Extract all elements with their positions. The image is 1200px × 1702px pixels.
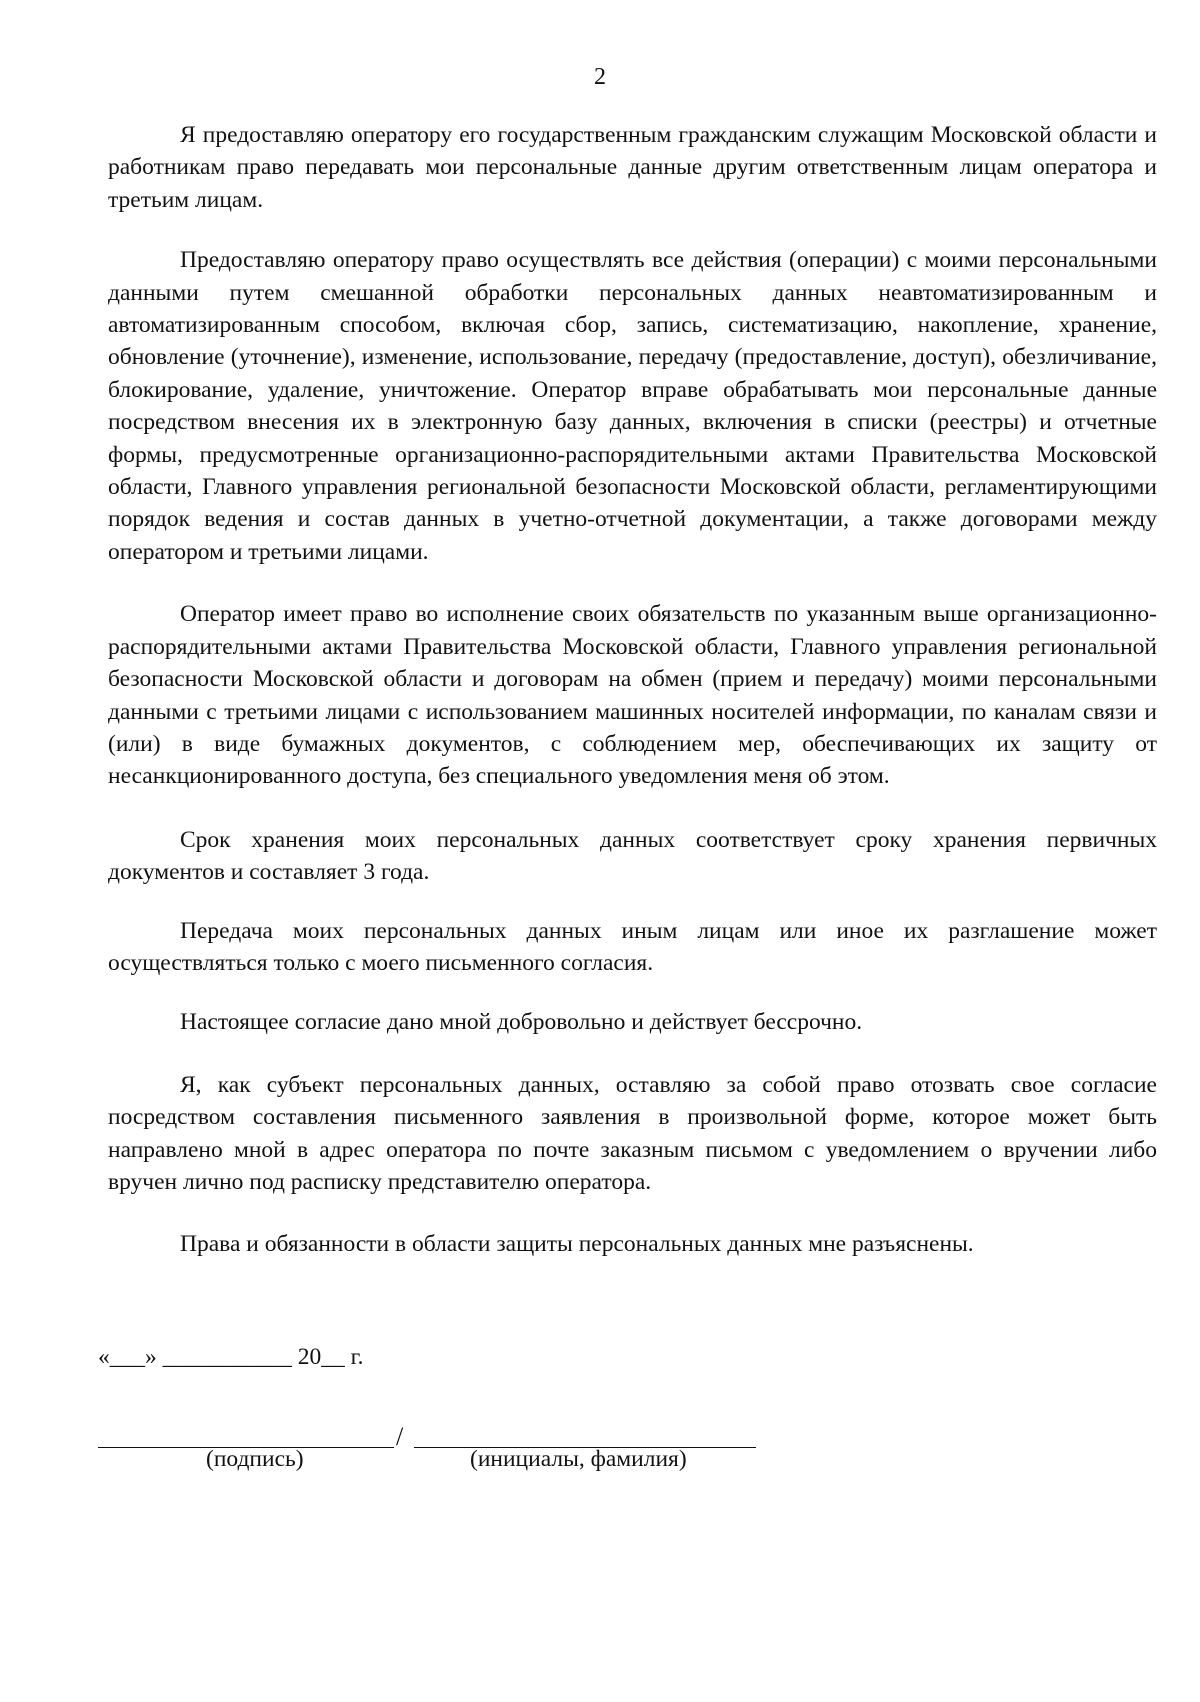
paragraph-retention-period: Срок хранения моих персональных данных соответствует сроку хранения первичных документов и составляет 3 года. bbox=[108, 826, 1157, 886]
date-line: «___» ___________ 20__ г. bbox=[98, 1344, 364, 1370]
paragraph-disclosure-consent: Передача моих персональных данных иным лицам или иное их разглашение может осуществляться только с моего письменного согласия. bbox=[108, 917, 1157, 976]
signature-caption: (подпись) bbox=[206, 1446, 304, 1472]
name-caption: (инициалы, фамилия) bbox=[470, 1446, 687, 1472]
paragraph-processing-actions: Предоставляю оператору право осуществлять все действия (операции) с моими персональными данными путем смешанной обработки персональных данных неавтоматизированным и автоматизированным способом, включая сбор, запись, систематизацию, накопление, хранение, обновление (уточнение), изменение, использование, передачу (предоставление, доступ), обезличивание, блокирование, удаление, уничтожение. Оператор вправе обрабатывать мои персональные данные посредством внесения их в электронную базу данных, включения в списки (реестры) и отчетные формы, предусмотренные организационно-распорядительными актами Правительства Московской области, Главного управления региональной безопасности Московской области, регламентирующими порядок ведения и состав данных в учетно-отчетной документации, а также договорами между оператором и третьими лицами. bbox=[108, 247, 1157, 565]
paragraph-transfer-rights: Я предоставляю оператору его государственным гражданским служащим Московской области и работникам право передавать мои персональные данные другим ответственным лицам оператора и третьим лицам. bbox=[108, 122, 1157, 213]
paragraph-rights-explained: Права и обязанности в области защиты персональных данных мне разъяснены. bbox=[180, 1231, 974, 1258]
paragraph-operator-exchange: Оператор имеет право во исполнение своих обязательств по указанным выше организационно-распорядительными актами Правительства Московской области, Главного управления региональной безопасности Московской области и договорам на обмен (прием и передачу) моими персональными данными с третьими лицами с использованием машинных носителей информации, по каналам связи и (или) в виде бумажных документов, с соблюдением мер, обеспечивающих их защиту от несанкционированного доступа, без специального уведомления меня об этом. bbox=[108, 601, 1157, 790]
page-number: 2 bbox=[594, 64, 606, 90]
signature-separator: / bbox=[396, 1422, 404, 1451]
paragraph-withdrawal: Я, как субъект персональных данных, оставляю за собой право отозвать свое согласие посредством составления письменного заявления в произвольной форме, которое может быть направлено мной в адрес оператора по почте заказным письмом с уведомлением о вручении либо вручен лично под расписку представителю оператора. bbox=[108, 1071, 1157, 1195]
signature-line bbox=[98, 1408, 758, 1451]
paragraph-voluntary-consent: Настоящее согласие дано мной добровольно и действует бессрочно. bbox=[180, 1009, 863, 1036]
document-body bbox=[108, 119, 1157, 1261]
